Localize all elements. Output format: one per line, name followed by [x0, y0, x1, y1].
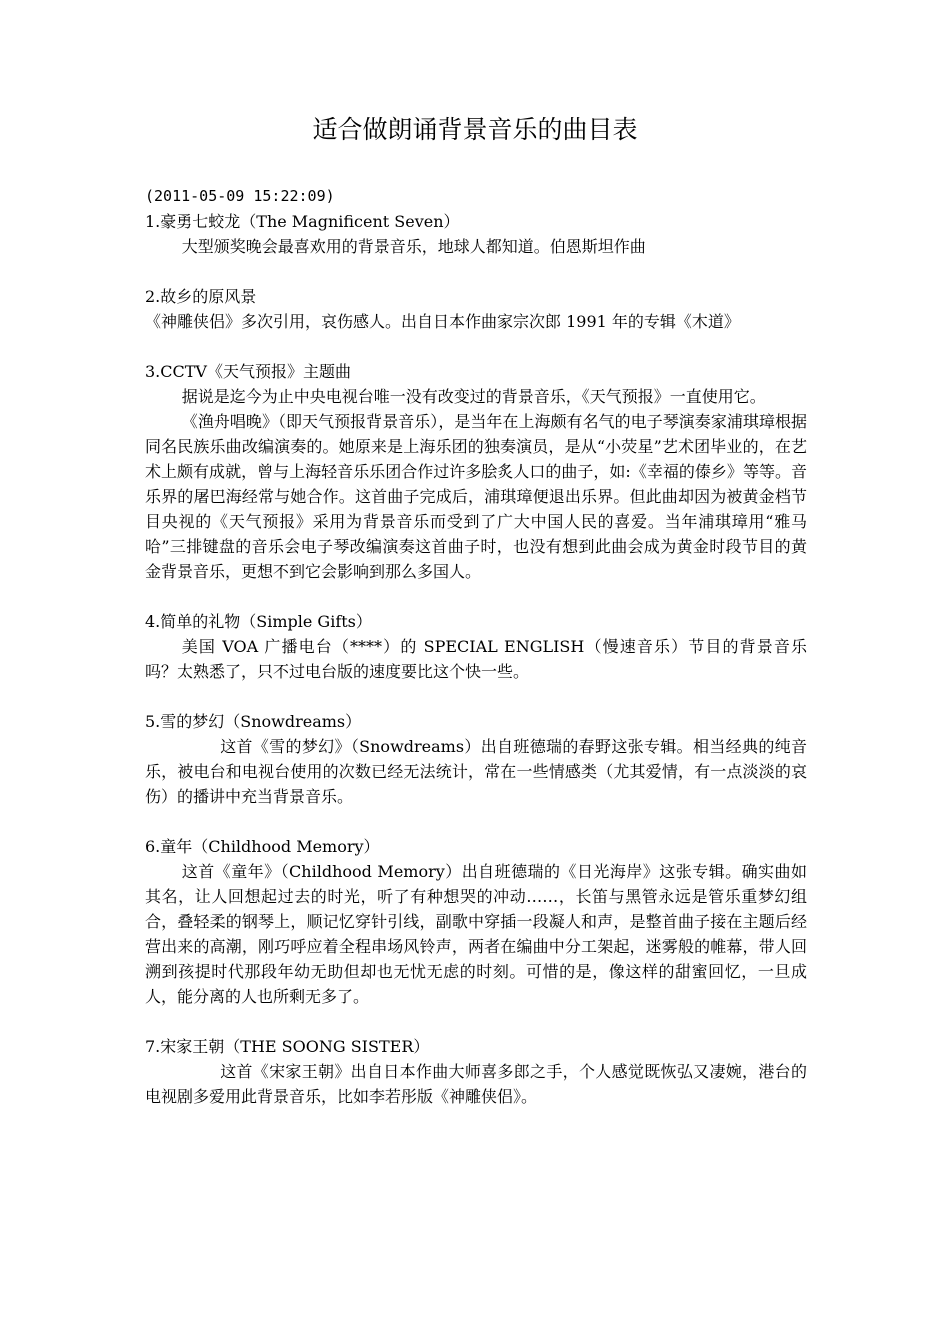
section-paragraph: 这首《雪的梦幻》（Snowdreams）出自班德瑞的春野这张专辑。相当经典的纯音乐，被电台和电视台使用的次数已经无法统计，常在一些情感类（尤其爱情，有一点淡淡的哀伤）的播讲中充当背景音乐。: [145, 737, 807, 806]
section-7: [145, 1034, 807, 1109]
section-paragraph: 美国 VOA 广播电台（****）的 SPECIAL ENGLISH（慢速音乐）节目的背景音乐吗？太熟悉了，只不过电台版的速度要比这个快一些。: [145, 637, 807, 681]
section-heading: 7.宋家王朝（THE SOONG SISTER）: [145, 1037, 430, 1056]
section-paragraph: 《神雕侠侣》多次引用，哀伤感人。出自日本作曲家宗次郎 1991 年的专辑《木道》: [145, 312, 740, 331]
section-5: [145, 709, 807, 809]
section-heading: 1.豪勇七蛟龙（The Magnificent Seven）: [145, 212, 460, 231]
section-2: [145, 284, 807, 334]
section-heading: 6.童年（Childhood Memory）: [145, 837, 380, 856]
section-heading: 5.雪的梦幻（Snowdreams）: [145, 712, 362, 731]
section-3: [145, 359, 807, 584]
document-body: [145, 184, 807, 1109]
section-1: [145, 209, 807, 259]
section-heading: 3.CCTV《天气预报》主题曲: [145, 362, 351, 381]
section-paragraph: 大型颁奖晚会最喜欢用的背景音乐，地球人都知道。伯恩斯坦作曲: [181, 237, 646, 256]
section-heading: 4.简单的礼物（Simple Gifts）: [145, 612, 372, 631]
section-paragraph: 这首《童年》（Childhood Memory）出自班德瑞的《日光海岸》这张专辑。确实曲如其名，让人回想起过去的时光，听了有种想哭的冲动……，长笛与黑管永远是管乐重梦幻组合，叠轻柔的钢琴上，顺记忆穿针引线，副歌中穿插一段凝人和声，是整首曲子接在主题后经营出来的高潮，刚巧呼应着全程串场风铃声，两者在编曲中分工架起，迷雾般的帷幕，带人回溯到孩提时代那段年幼无助但却也无忧无虑的时刻。可惜的是，像这样的甜蜜回忆，一旦成人，能分离的人也所剩无多了。: [145, 862, 807, 1006]
section-6: [145, 834, 807, 1009]
section-paragraph: 这首《宋家王朝》出自日本作曲大师喜多郎之手，个人感觉既恢弘又凄婉，港台的电视剧多爱用此背景音乐，比如李若彤版《神雕侠侣》。: [145, 1062, 807, 1106]
document-title: 适合做朗诵背景音乐的曲目表: [312, 115, 638, 144]
section-heading: 2.故乡的原风景: [145, 287, 257, 306]
section-4: [145, 609, 807, 684]
section-paragraph: 据说是迄今为止中央电视台唯一没有改变过的背景音乐，《天气预报》一直使用它。: [181, 387, 766, 406]
section-paragraph: 《渔舟唱晚》（即天气预报背景音乐），是当年在上海颇有名气的电子琴演奏家浦琪璋根据同名民族乐曲改编演奏的。她原来是上海乐团的独奏演员，是从“小荧星”艺术团毕业的，在艺术上颇有成就，曾与上海轻音乐乐团合作过许多脍炙人口的曲子，如:《幸福的傣乡》等等。音乐界的屠巴海经常与她合作。这首曲子完成后，浦琪璋便退出乐界。但此曲却因为被黄金档节目央视的《天气预报》采用为背景音乐而受到了广大中国人民的喜爱。当年浦琪璋用“雅马哈”三排键盘的音乐会电子琴改编演奏这首曲子时，也没有想到此曲会成为黄金时段节目的黄金背景音乐，更想不到它会影响到那么多国人。: [145, 412, 807, 581]
post-timestamp: (2011-05-09 15:22:09): [145, 187, 335, 205]
